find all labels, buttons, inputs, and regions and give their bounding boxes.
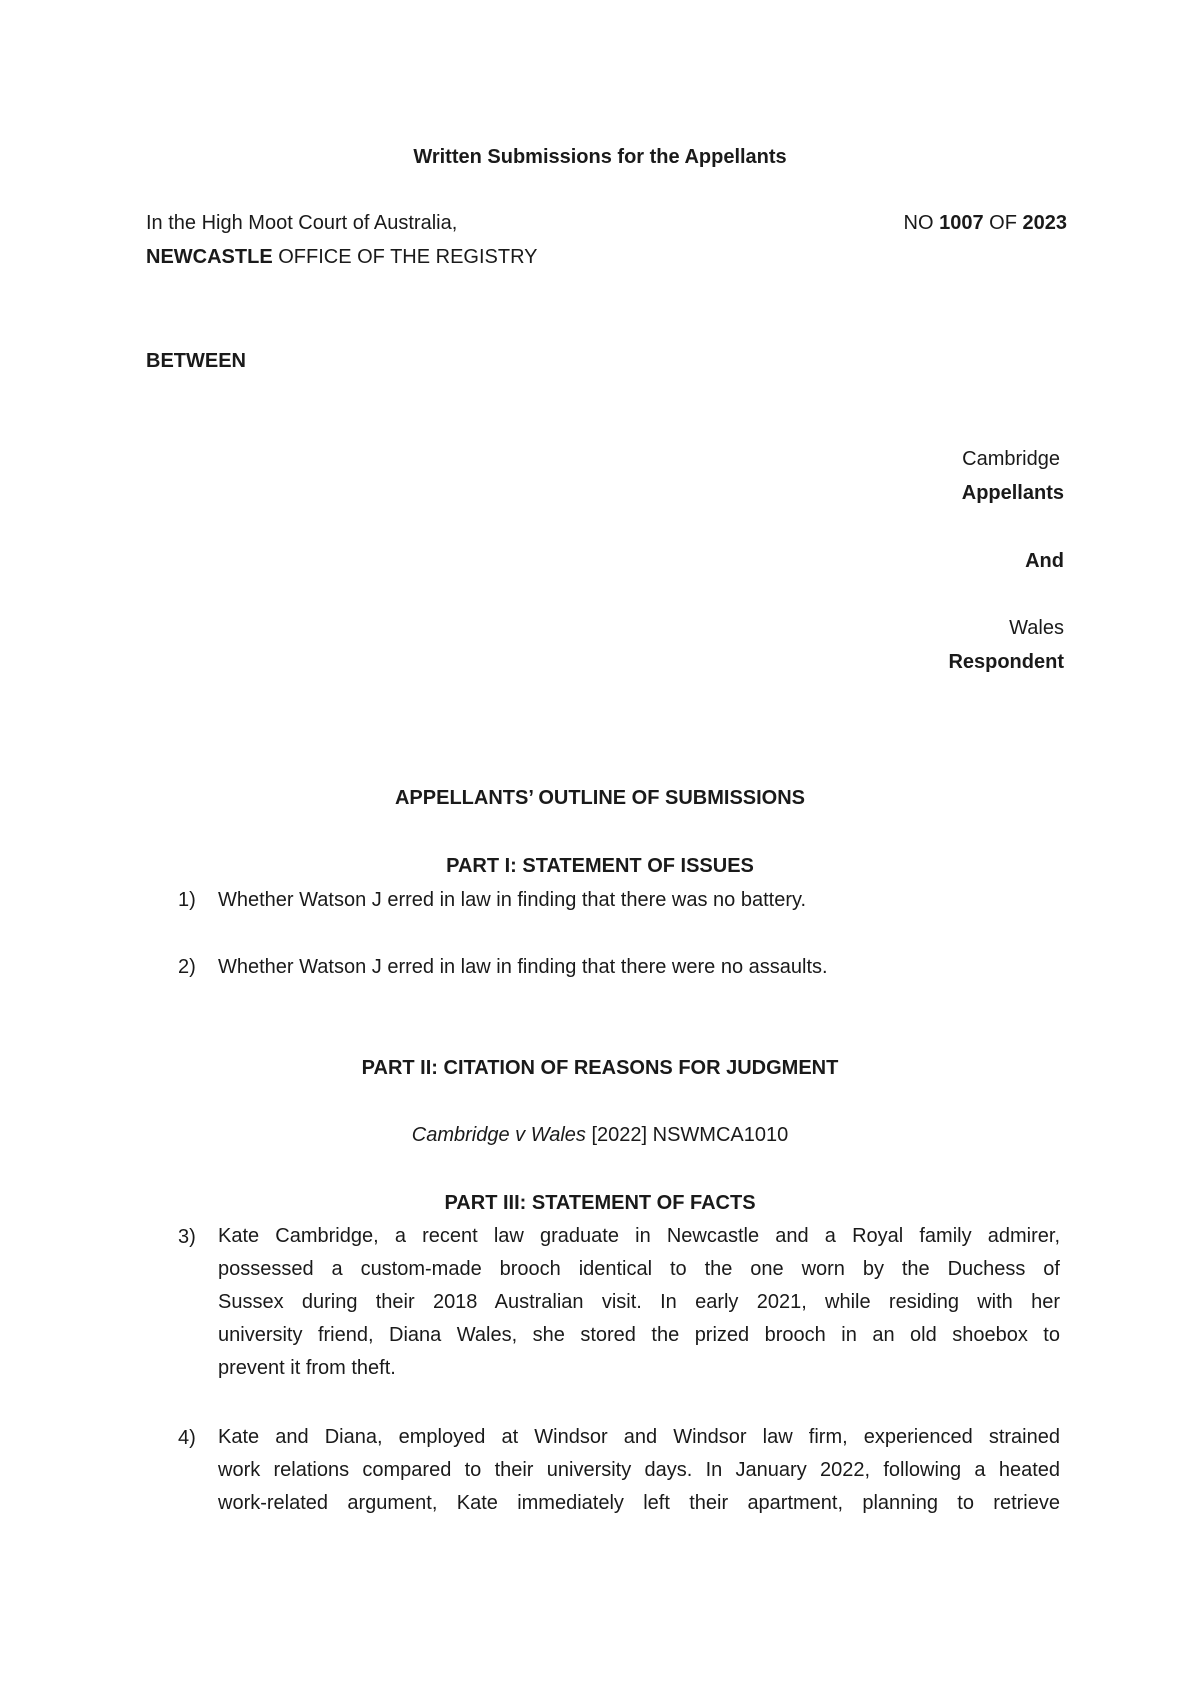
fact-number: 4) bbox=[178, 1427, 196, 1449]
paragraph-line: work relations compared to their university days. In January 2022, following a heated bbox=[218, 1459, 1060, 1481]
appellant-role: Appellants bbox=[961, 482, 1064, 504]
citation-reference: [2022] NSWMCA1010 bbox=[585, 1124, 789, 1146]
issue-text: Whether Watson J erred in law in finding that there was no battery. bbox=[218, 889, 807, 911]
case-mid: OF bbox=[983, 212, 1023, 234]
issue-number: 2) bbox=[178, 956, 196, 978]
fact-paragraph bbox=[218, 1220, 1060, 1385]
paragraph-line: Kate and Diana, employed at Windsor and Windsor law firm, experienced strained bbox=[218, 1426, 1060, 1448]
part3-heading: PART III: STATEMENT OF FACTS bbox=[444, 1192, 756, 1214]
between-label: BETWEEN bbox=[146, 350, 246, 372]
case-citation bbox=[0, 1124, 1200, 1147]
respondent-role: Respondent bbox=[948, 651, 1064, 673]
part2-heading: PART II: CITATION OF REASONS FOR JUDGMENT bbox=[361, 1057, 839, 1079]
paragraph-line: Kate Cambridge, a recent law graduate in Newcastle and a Royal family admirer, bbox=[218, 1225, 1060, 1247]
issue-text: Whether Watson J erred in law in finding that there were no assaults. bbox=[218, 956, 828, 978]
case-year: 2023 bbox=[1022, 212, 1067, 234]
appellant-name: Cambridge bbox=[962, 448, 1060, 470]
fact-paragraph bbox=[218, 1421, 1060, 1520]
paragraph-line: possessed a custom-made brooch identical to the one worn by the Duchess of bbox=[218, 1258, 1060, 1280]
registry-line bbox=[146, 246, 538, 269]
paragraph-line: work-related argument, Kate immediately left their apartment, planning to retrieve bbox=[218, 1492, 1060, 1514]
fact-number: 3) bbox=[178, 1226, 196, 1248]
and-label: And bbox=[1025, 550, 1064, 572]
paragraph-line: university friend, Diana Wales, she stored the prized brooch in an old shoebox to bbox=[218, 1324, 1060, 1346]
court-name: In the High Moot Court of Australia, bbox=[146, 212, 458, 234]
issue-number: 1) bbox=[178, 889, 196, 911]
registry-office: OFFICE OF THE REGISTRY bbox=[272, 246, 538, 268]
document-title: Written Submissions for the Appellants bbox=[413, 146, 787, 168]
case-prefix: NO bbox=[903, 212, 940, 234]
part1-heading: PART I: STATEMENT OF ISSUES bbox=[446, 855, 754, 877]
registry-city: NEWCASTLE bbox=[146, 246, 273, 268]
case-number bbox=[904, 212, 1067, 235]
respondent-name: Wales bbox=[1009, 617, 1064, 639]
outline-heading: APPELLANTS’ OUTLINE OF SUBMISSIONS bbox=[394, 787, 806, 809]
case-no: 1007 bbox=[939, 212, 984, 234]
citation-case-name: Cambridge v Wales bbox=[411, 1124, 586, 1146]
paragraph-line: Sussex during their 2018 Australian visit. In early 2021, while residing with her bbox=[218, 1291, 1060, 1313]
paragraph-line: prevent it from theft. bbox=[218, 1357, 396, 1379]
